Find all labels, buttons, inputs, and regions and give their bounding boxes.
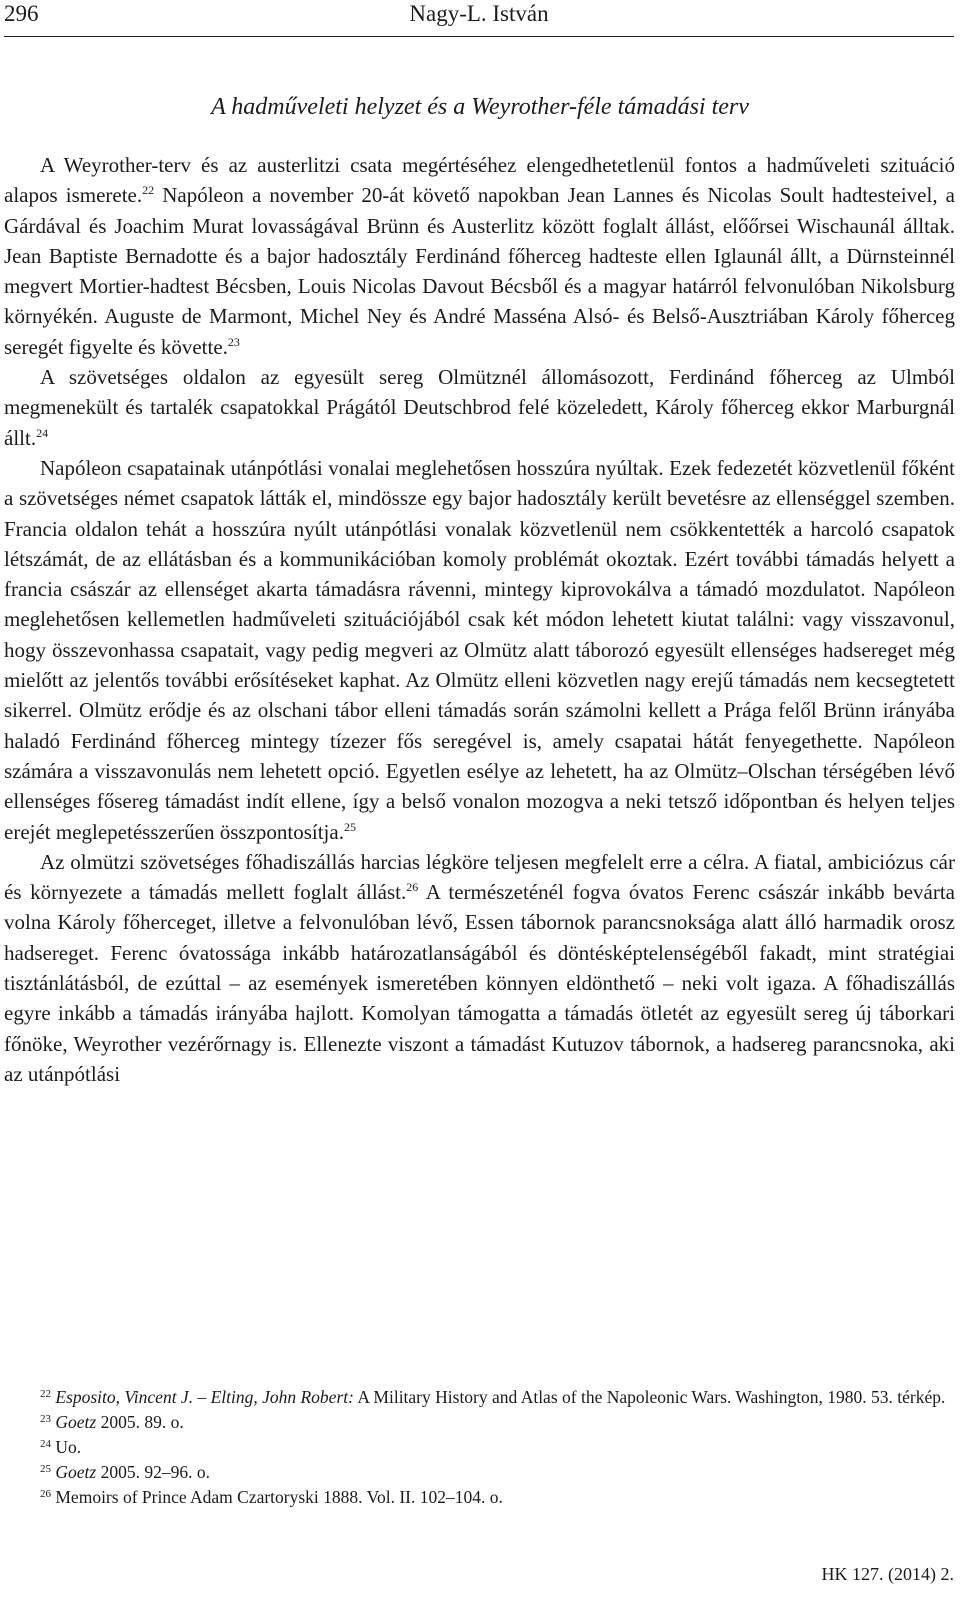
body-text <box>4 150 955 1089</box>
footnote: $^{26}$ Memoirs of Prince Adam Czartoryski 1888. Vol. II. 102–104. o. <box>40 1487 503 1507</box>
paragraph: A szövetséges oldalon az egyesült sereg Olmütznél állomásozott, Ferdinánd főherceg az Ulmból megmenekült és tartalék csapatokkal Prágától Deutschbrod felé közeledett, Károly főherceg ekkor Marburgnál állt.$^{24}$ <box>4 365 955 450</box>
running-head: Nagy-L. István <box>409 1 549 26</box>
footnotes <box>4 1385 955 1510</box>
paragraph: Napóleon csapatainak utánpótlási vonalai meglehetősen hosszúra nyúltak. Ezek fedezetét közvetlenül főként a szövetséges német csapatok látták el, mindössze egy bajor hadosztály került bevetésre az ellenséggel szemben. Francia oldalon tehát a hosszúra nyúlt utánpótlási vonalak közvetlenül nem csökkentették a harcoló csapatok létszámát, de az ellátásban és a kommunikációban komoly problémát okoztak. Ezért további támadás helyett a francia császár az ellenséget akarta támadásra rávenni, mintegy kiprovokálva a támadó mozdulatot. Napóleon meglehetősen kellemetlen hadműveleti szituációjából csak két módon lehetett kiutat találni: vagy visszavonul, hogy összevonhassa csapatait, vagy pedig megveri az Olmütz alatt táborozó egyesült ellenséges hadsereget még mielőtt az jelentős további erősítéseket kaphat. Az Olmütz elleni közvetlen nagy erejű támadás nem kecsegtetett sikerrel. Olmütz erődje és az olschani tábor elleni támadás során számolni kellett a Prága felől Brünn irányába haladó Ferdinánd főherceg mintegy tízezer fős seregével is, amely csapatai hátát fenyegethette. Napóleon számára a visszavonulás nem lehetett opció. Egyetlen esélye az lehetett, ha az Olmütz–Olschan térségében lévő ellenséges fősereg támadást indít ellene, így a belső vonalon mozogva a neki tetsző időpontban és helyen teljes erejét meglepetésszerűen összpontosítja.$^{25}$ <box>4 455 955 844</box>
page-header <box>4 0 954 37</box>
section-title: A hadműveleti helyzet és a Weyrother-féle támadási terv <box>211 94 749 120</box>
footnote-ref[interactable]: 25 <box>343 819 356 834</box>
footnote-ref[interactable]: 26 <box>406 880 419 895</box>
footnote-ref[interactable]: 23 <box>227 334 240 349</box>
journal-reference: HK 127. (2014) 2. <box>821 1564 954 1584</box>
footnote: $^{22}$ Esposito, Vincent J. – Elting, John Robert: A Military History and Atlas of the Napoleonic Wars. Washington, 1980. 53. térkép. <box>40 1387 946 1407</box>
paragraph: Az olmützi szövetséges főhadiszállás harcias légköre teljesen megfelelt erre a célra. A fiatal, ambiciózus cár és környezete a támadás mellett foglalt állást.$^{26}$ A természeténél fogva óvatos Ferenc császár inkább bevárta volna Károly főherceget, illetve a felvonulóban lévő, Essen tábornok parancsnoksága alatt álló harmadik orosz hadsereget. Ferenc óvatossága inkább határozatlanságából és döntésképtelenségéből fakadt, mint stratégiai tisztánlátásból, de ezúttal – az események ismeretében könnyen eldönthető – neki volt igaza. A főhadiszállás egyre inkább a támadás irányába hajlott. Komolyan támogatta a támadás ötletét az egyesült sereg új táborkari főnöke, Weyrother vezérőrnagy is. Ellenezte viszont a támadást Kutuzov tábornok, a hadsereg parancsnoka, aki az utánpótlási <box>4 849 955 1086</box>
footnote: $^{24}$ Uo. <box>40 1437 82 1457</box>
footnote-ref[interactable]: 22 <box>142 183 155 198</box>
footnote-ref[interactable]: 24 <box>36 425 49 440</box>
footnote: $^{23}$ Goetz 2005. 89. o. <box>40 1412 184 1432</box>
footnote: $^{25}$ Goetz 2005. 92–96. o. <box>40 1462 210 1482</box>
page-number: 296 <box>4 1 39 26</box>
paragraph: A Weyrother-terv és az austerlitzi csata megértéséhez elengedhetetlenül fontos a hadműveleti szituáció alapos ismerete.$^{22}$ Napóleon a november 20-át követő napokban Jean Lannes és Nicolas Soult hadtesteivel, a Gárdával és Joachim Murat lovasságával Brünn és Austerlitz között foglalt állást, előőrsei Wischaunál álltak. Jean Baptiste Bernadotte és a bajor hadosztály Ferdinánd főherceg hadteste ellen Iglaunál állt, a Dürnsteinnél megvert Mortier-hadtest Bécsben, Louis Nicolas Davout Bécsből és a magyar határról felvonulóban Nikolsburg környékén. Auguste de Marmont, Michel Ney és André Masséna Alsó- és Belső-Ausztriában Károly főherceg seregét figyelte és követte.$^{23}$ <box>4 153 956 359</box>
